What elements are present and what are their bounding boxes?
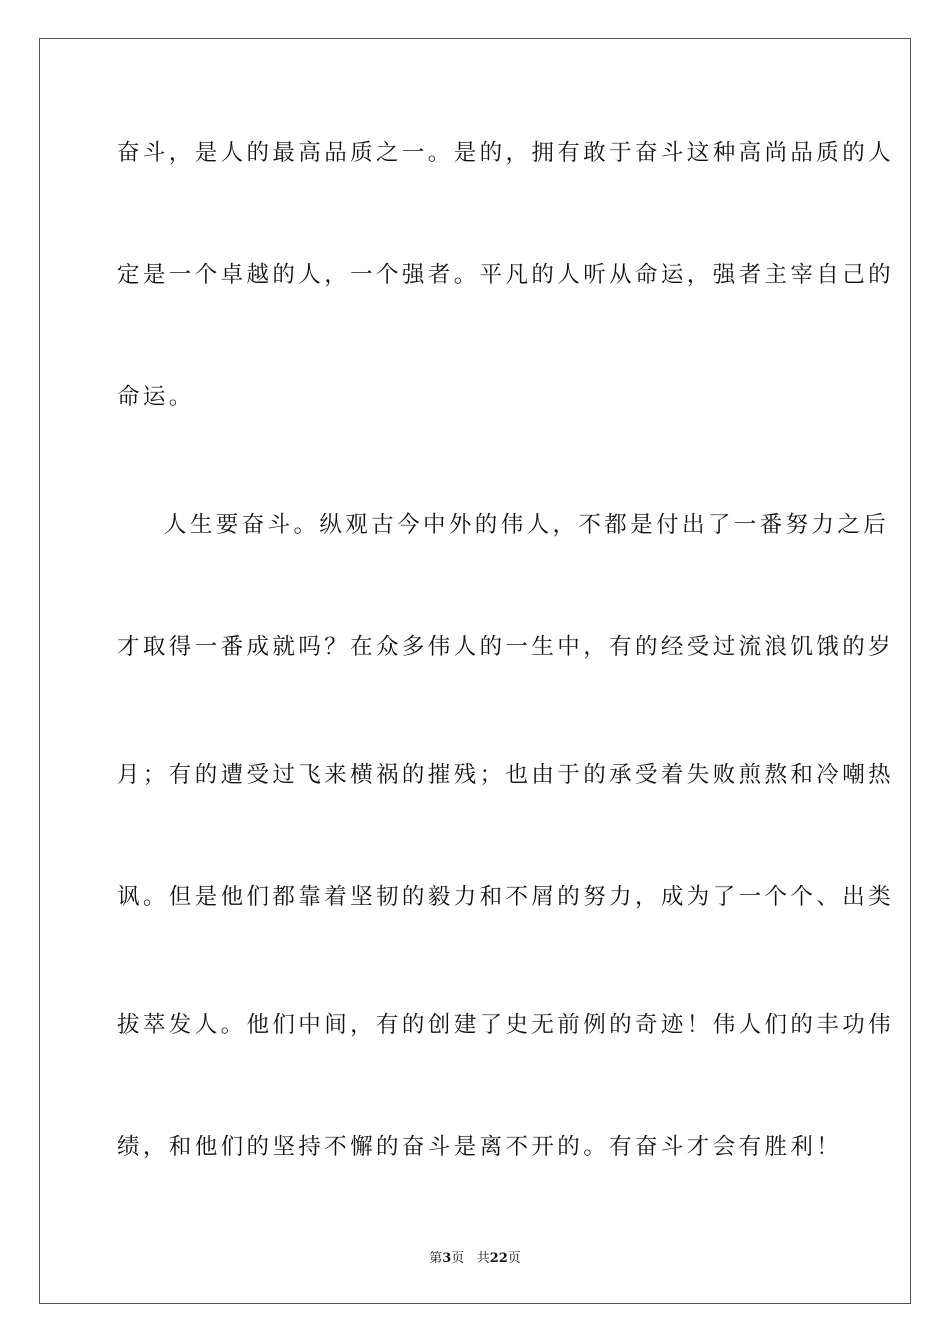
page-prefix: 第 — [429, 1251, 443, 1266]
text-line-2: 定是一个卓越的人，一个强者。平凡的人听从命运，强者主宰自己的 — [117, 262, 895, 288]
total-suffix: 页 — [507, 1251, 521, 1266]
total-pages: 22 — [489, 1251, 508, 1266]
page-number: 3 — [442, 1251, 452, 1266]
page-footer — [0, 1247, 950, 1266]
page-suffix: 页 — [451, 1251, 465, 1266]
text-line-9: 绩，和他们的坚持不懈的奋斗是离不开的。有奋斗才会有胜利！ — [117, 1134, 843, 1160]
text-line-5: 才取得一番成就吗？在众多伟人的一生中，有的经受过流浪饥饿的岁 — [117, 634, 895, 660]
text-line-4: 人生要奋斗。纵观古今中外的伟人，不都是付出了一番努力之后 — [164, 512, 890, 538]
text-line-1: 奋斗，是人的最高品质之一。是的，拥有敢于奋斗这种高尚品质的人 — [117, 140, 895, 166]
page-frame — [39, 38, 911, 1304]
text-line-6: 月；有的遭受过飞来横祸的摧残；也由于的承受着失败煎熬和冷嘲热 — [117, 762, 895, 788]
text-line-7: 讽。但是他们都靠着坚韧的毅力和不屑的努力，成为了一个个、出类 — [117, 884, 895, 910]
text-line-3: 命运。 — [117, 384, 195, 410]
total-prefix: 共 — [476, 1251, 490, 1266]
text-line-8: 拔萃发人。他们中间，有的创建了史无前例的奇迹！伟人们的丰功伟 — [117, 1012, 895, 1038]
